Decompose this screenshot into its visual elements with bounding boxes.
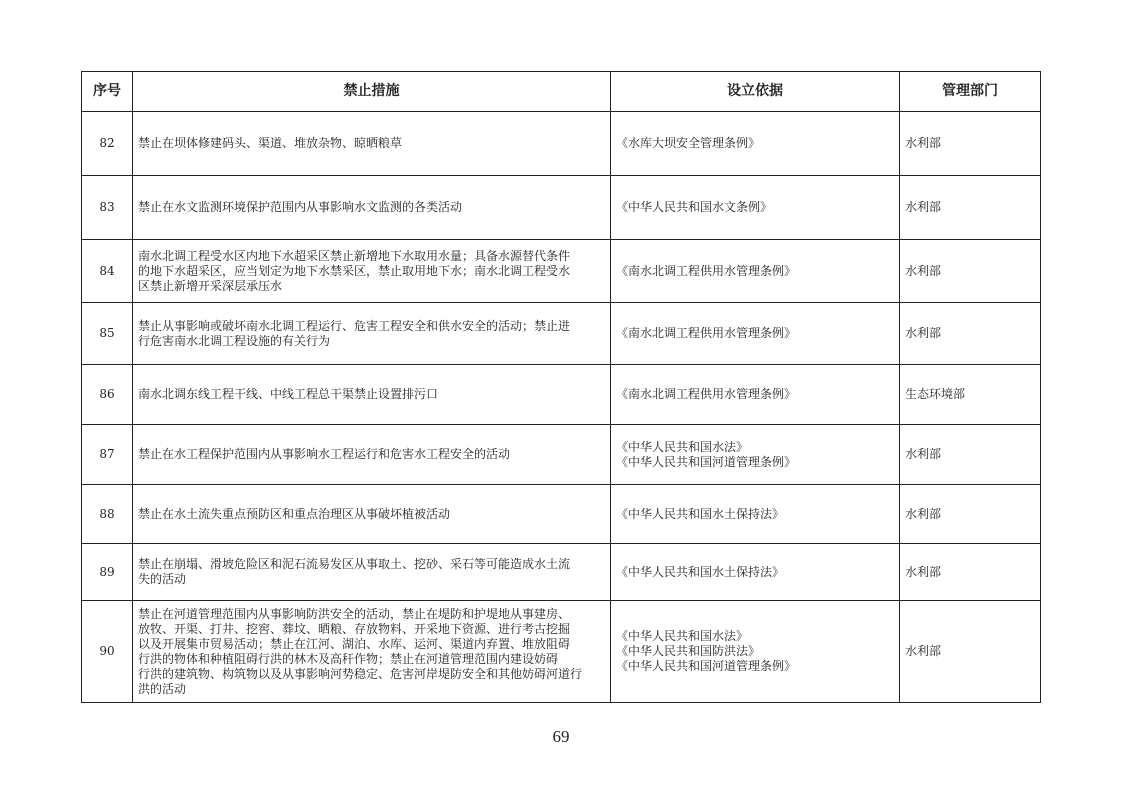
basis-line: 《中华人民共和国水法》 [616,629,749,643]
measure-cell [133,303,611,365]
table-row [82,544,1041,601]
basis-line: 《中华人民共和国水法》 [616,439,749,454]
row-number: 90 [82,601,133,703]
measure-cell [133,601,611,703]
basis-line: 《南水北调工程供用水管理条例》 [616,387,797,401]
basis-cell [611,240,900,303]
measure-cell [133,544,611,601]
measure-cell [133,176,611,240]
basis-cell [611,544,900,601]
basis-line: 《南水北调工程供用水管理条例》 [616,263,797,278]
dept-cell: 生态环境部 [900,365,1041,425]
measure-line: 洪的活动 [138,681,187,696]
basis-cell [611,365,900,425]
page-number: 69 [552,727,570,746]
dept-cell: 水利部 [900,544,1041,601]
measure-line: 禁止在坝体修建码头、渠道、堆放杂物、晾晒粮草 [138,136,403,150]
basis-line: 《中华人民共和国河道管理条例》 [616,659,797,673]
measure-line: 行洪的物体和种植阻碍行洪的林木及高秆作物；禁止在河道管理范围内建设妨碍 [138,651,559,666]
table-row [82,365,1041,425]
dept-cell: 水利部 [900,176,1041,240]
table-row [82,112,1041,176]
header-seq: 序号 [82,72,133,112]
table-row [82,601,1041,703]
measure-cell [133,240,611,303]
measure-cell [133,485,611,544]
measure-line: 禁止在水文监测环境保护范围内从事影响水文监测的各类活动 [138,200,463,214]
measure-line: 行洪的建筑物、构筑物以及从事影响河势稳定、危害河岸堤防安全和其他妨碍河道行 [138,666,583,681]
header-dept: 管理部门 [900,72,1041,112]
table-row [82,425,1041,485]
basis-line: 《中华人民共和国水文条例》 [616,200,773,214]
basis-cell [611,425,900,485]
row-number: 87 [82,425,133,485]
basis-line: 《中华人民共和国河道管理条例》 [616,454,797,469]
measure-line: 禁止在水工程保护范围内从事影响水工程运行和危害水工程安全的活动 [138,447,511,461]
header-row [82,72,1041,112]
basis-cell [611,112,900,176]
dept-cell: 水利部 [900,240,1041,303]
measure-line: 禁止从事影响或破坏南水北调工程运行、危害工程安全和供水安全的活动；禁止进 [138,318,571,333]
dept-cell: 水利部 [900,303,1041,365]
header-measure: 禁止措施 [133,72,611,112]
basis-cell [611,485,900,544]
measure-line: 区禁止新增开采深层承压水 [138,278,283,293]
row-number: 88 [82,485,133,544]
basis-line: 《中华人民共和国水土保持法》 [616,506,785,521]
basis-line: 《水库大坝安全管理条例》 [616,136,761,150]
measure-cell [133,425,611,485]
prohibition-table [81,71,1041,703]
table-row [82,176,1041,240]
measure-line: 的地下水超采区，应当划定为地下水禁采区，禁止取用地下水；南水北调工程受水 [138,263,571,278]
measure-line: 失的活动 [138,572,187,586]
basis-line: 《中华人民共和国水土保持法》 [616,564,785,579]
row-number: 82 [82,112,133,176]
measure-line: 以及开展集市贸易活动；禁止在江河、湖泊、水库、运河、渠道内弃置、堆放阻碍 [138,636,571,651]
header-basis: 设立依据 [611,72,900,112]
basis-cell [611,176,900,240]
basis-line: 《南水北调工程供用水管理条例》 [616,326,797,340]
basis-cell [611,601,900,703]
table-row [82,240,1041,303]
table-row [82,485,1041,544]
measure-line: 禁止在崩塌、滑坡危险区和泥石流易发区从事取土、挖砂、采石等可能造成水土流 [138,557,571,571]
measure-line: 行危害南水北调工程设施的有关行为 [138,333,331,348]
row-number: 84 [82,240,133,303]
basis-line: 《中华人民共和国防洪法》 [616,644,761,658]
basis-cell [611,303,900,365]
dept-cell: 水利部 [900,425,1041,485]
measure-line: 南水北调工程受水区内地下水超采区禁止新增地下水取用水量；具备水源替代条件 [138,248,571,263]
table-row [82,303,1041,365]
row-number: 83 [82,176,133,240]
dept-cell: 水利部 [900,601,1041,703]
measure-line: 禁止在水土流失重点预防区和重点治理区从事破坏植被活动 [138,506,451,521]
row-number: 86 [82,365,133,425]
measure-line: 放牧、开渠、打井、挖窖、葬坟、晒粮、存放物料、开采地下资源、进行考古挖掘 [138,621,571,636]
dept-cell: 水利部 [900,485,1041,544]
dept-cell: 水利部 [900,112,1041,176]
measure-line: 禁止在河道管理范围内从事影响防洪安全的活动，禁止在堤防和护堤地从事建房、 [138,606,571,621]
measure-cell [133,112,611,176]
measure-line: 南水北调东线工程干线、中线工程总干渠禁止设置排污口 [138,387,439,401]
row-number: 85 [82,303,133,365]
row-number: 89 [82,544,133,601]
measure-cell [133,365,611,425]
